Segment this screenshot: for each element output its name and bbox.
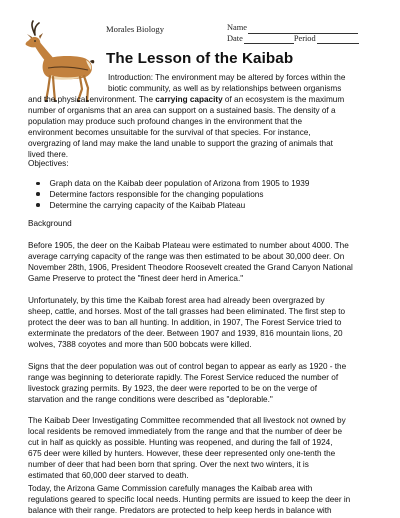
paragraph-line: exterminate the predators of the deer. Between 1907 and 1939, 816 mountain lions, 20 (28, 328, 343, 338)
name-row (227, 23, 359, 34)
intro-line: Introduction: The environment may be altered by forces within the (108, 73, 346, 82)
page-title: The Lesson of the Kaibab (106, 50, 294, 67)
intro-paragraph-top (108, 73, 380, 95)
paragraph-line: local residents be removed immediately from the range and that the number of deer be (28, 426, 343, 436)
objective-text: Determine the carrying capacity of the Kaibab Plateau (49, 200, 246, 210)
intro-line: number of organisms that an area can support on a sustained basis. The density of a (28, 105, 336, 115)
intro-line-with-term (28, 95, 382, 106)
paragraph-line: The Kaibab Deer Investigating Committee recommended that all livestock not owned by (28, 416, 346, 425)
background-heading: Background (28, 219, 72, 228)
name-blank (248, 26, 358, 34)
intro-line: lived there. (28, 149, 69, 159)
paragraph-line: Before 1905, the deer on the Kaibab Plateau were estimated to number about 4000. The (28, 241, 349, 250)
objectives-list (36, 179, 309, 212)
paragraph-line: starvation and the range conditions were described as "deplorable." (28, 394, 273, 404)
intro-paragraph-body (28, 95, 382, 160)
background-paragraph-5 (28, 484, 382, 517)
date-blank (244, 36, 294, 44)
paragraph-line: 675 deer were killed by hunters. However, these deer represented only one-tenth the (28, 448, 336, 458)
intro-line: environment becomes unsuitable for the survival of that species. For instance, (28, 127, 311, 137)
paragraph-line: November 28th, 1906, President Theodore Roosevelt created the Grand Canyon National (28, 262, 353, 272)
intro-text: and the physical environment. The (28, 95, 156, 104)
background-paragraph-3 (28, 362, 382, 406)
period-label: Period (293, 33, 316, 43)
bullet-icon (36, 182, 40, 186)
paragraph-line: sheep, cattle, and horses. Most of the tall grasses had been eliminated. The first step to (28, 306, 346, 316)
intro-text: of an ecosystem is the maximum (222, 95, 345, 104)
paragraph-line: Signs that the deer population was out of control began to appear as early as 1920 - the (28, 362, 347, 371)
bullet-icon (36, 192, 40, 196)
paragraph-line: Today, the Arizona Game Commission carefully manages the Kaibab area with (28, 484, 313, 493)
paragraph-line: wolves, 7388 coyotes and more than 500 bobcats were killed. (28, 339, 252, 349)
student-info-fields (227, 23, 359, 44)
list-item (36, 179, 309, 190)
background-paragraph-2 (28, 296, 382, 351)
name-label: Name (227, 23, 247, 32)
date-label: Date (227, 33, 243, 43)
objective-text: Graph data on the Kaibab deer population of Arizona from 1905 to 1939 (49, 179, 310, 188)
period-blank (317, 36, 359, 44)
intro-line: population may produce such profound changes in the environment that the (28, 116, 303, 126)
intro-line: overgrazing of land may make the land unable to support the grazing of animals that (28, 138, 333, 148)
objective-text: Determine factors responsible for the changing populations (49, 189, 264, 199)
date-period-row (227, 34, 359, 45)
paragraph-line: number of deer that had been born that spring. Over the next two winters, it is (28, 459, 309, 469)
course-label: Morales Biology (106, 24, 165, 34)
intro-line: biotic community, as well as by relationships between organisms (108, 83, 342, 93)
paragraph-line: balance with their range. Predators are protected to help keep herds in balance with (28, 505, 332, 515)
paragraph-line: range was beginning to deteriorate rapidly. The Forest Service reduced the number of (28, 372, 339, 382)
paragraph-line: estimated that 60,000 deer starved to death. (28, 470, 189, 480)
list-item (36, 190, 309, 201)
background-paragraph-4 (28, 416, 382, 481)
list-item (36, 201, 309, 212)
deer-icon (22, 20, 100, 104)
paragraph-line: cut in half as quickly as possible. Hunting was reopened, and during the fall of 1924, (28, 437, 333, 447)
paragraph-line: livestock grazing permits. By 1923, the deer were reported to be on the verge of (28, 383, 317, 393)
background-paragraph-1 (28, 241, 382, 285)
paragraph-line: protect the deer was to ban all hunting. In addition, in 1907, The Forest Service tried to (28, 317, 342, 327)
paragraph-line: regulations geared to specific local needs. Hunting permits are issued to keep the deer in (28, 494, 351, 504)
bullet-icon (36, 203, 40, 207)
carrying-capacity-term: carrying capacity (155, 95, 223, 104)
paragraph-line: Game Preserve to protect the "finest deer herd in America." (28, 273, 244, 283)
paragraph-line: average carrying capacity of the range was then estimated to be about 30,000 deer. On (28, 251, 345, 261)
paragraph-line: Unfortunately, by this time the Kaibab forest area had already been overgrazed by (28, 296, 325, 305)
objectives-heading: Objectives: (28, 159, 69, 168)
